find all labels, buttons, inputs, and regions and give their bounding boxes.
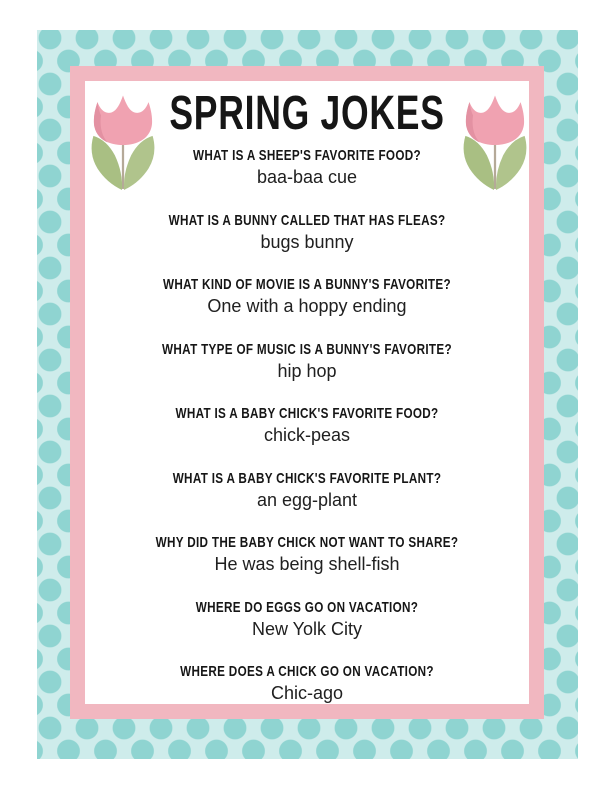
joke-question: WHAT IS A SHEEP'S FAVORITE FOOD?	[193, 147, 421, 164]
joke-question: WHAT IS A BUNNY CALLED THAT HAS FLEAS?	[168, 211, 446, 229]
joke-answer: One with a hoppy ending	[207, 296, 407, 316]
joke-answer: bugs bunny	[260, 231, 354, 252]
joke-item	[85, 341, 529, 384]
joke-answer: New Yolk City	[251, 618, 363, 639]
joke-answer: Chic-ago	[270, 683, 344, 703]
joke-question: WHY DID THE BABY CHICK NOT WANT TO SHARE?	[155, 534, 459, 551]
joke-item	[85, 599, 529, 642]
joke-item	[85, 470, 529, 513]
joke-answer: baa-baa cue	[256, 167, 358, 187]
content-area	[85, 81, 529, 704]
joke-question: WHAT IS A BABY CHICK'S FAVORITE FOOD?	[175, 405, 439, 422]
joke-item	[85, 663, 529, 706]
joke-answer: He was being shell-fish	[214, 554, 400, 574]
joke-question: WHAT TYPE OF MUSIC IS A BUNNY'S FAVORITE?	[162, 340, 452, 358]
joke-question: WHERE DO EGGS GO ON VACATION?	[195, 598, 419, 616]
joke-answer: an egg-plant	[256, 489, 358, 510]
joke-item	[85, 212, 529, 255]
joke-item	[85, 405, 529, 448]
joke-question: WHAT IS A BABY CHICK'S FAVORITE PLANT?	[172, 469, 442, 487]
joke-answer: hip hop	[277, 360, 337, 381]
joke-question: WHAT KIND OF MOVIE IS A BUNNY'S FAVORITE?	[163, 276, 451, 293]
joke-item	[85, 147, 529, 190]
pink-frame	[70, 66, 544, 719]
joke-answer: chick-peas	[263, 425, 351, 445]
jokes-list	[85, 147, 529, 706]
joke-question: WHERE DOES A CHICK GO ON VACATION?	[180, 663, 434, 680]
joke-item	[85, 534, 529, 577]
joke-item	[85, 276, 529, 319]
page-title: SPRING JOKES	[169, 87, 445, 140]
